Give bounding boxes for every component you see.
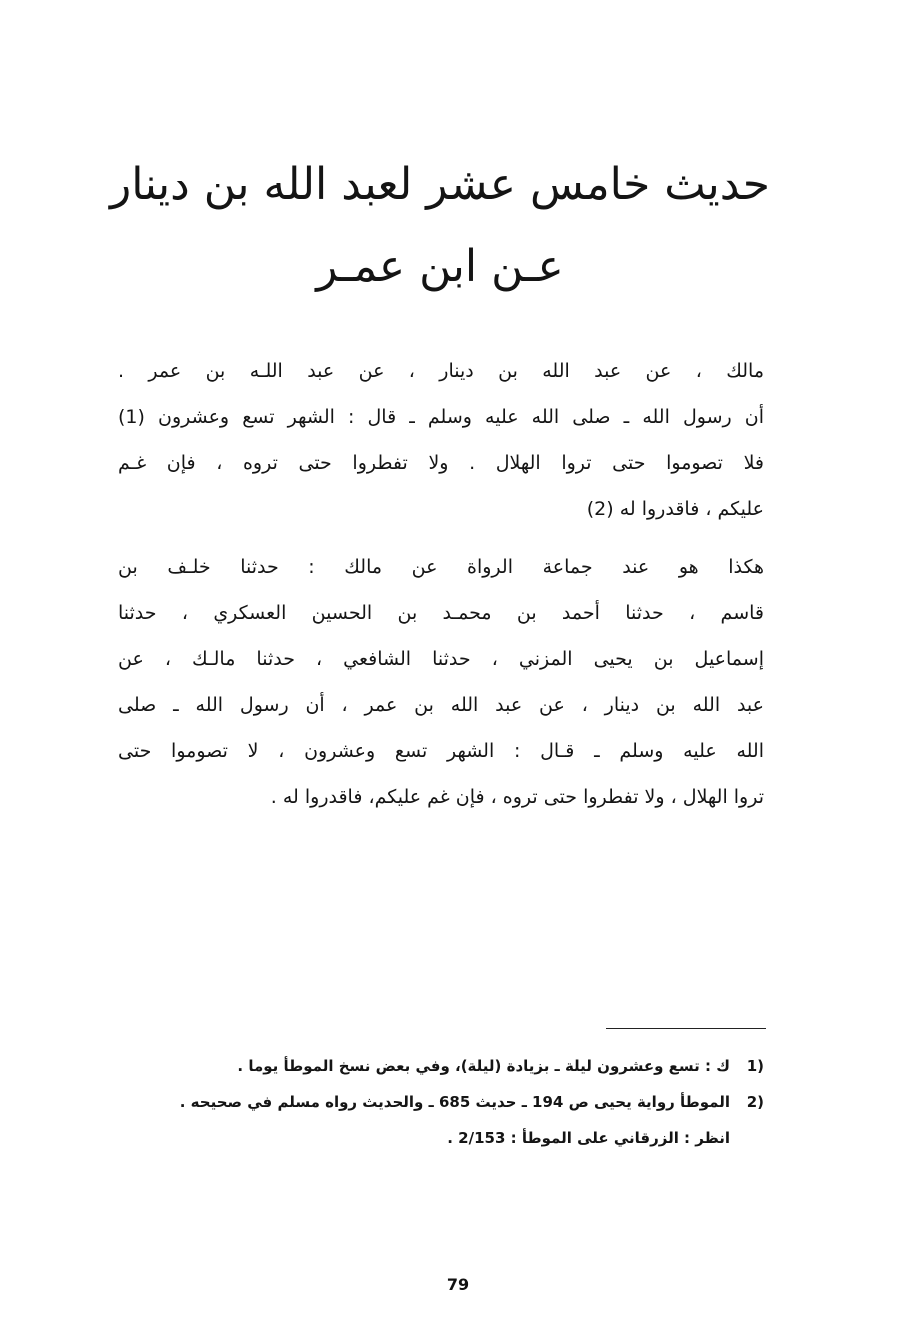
- text-line: إسماعيل بن يحيى المزني ، حدثنا الشافعي ، حدثنا مالـك ، عن: [118, 648, 764, 670]
- text-line: الله عليه وسلم ـ قـال : الشهر تسع وعشرون ، لا تصوموا حتى: [118, 740, 764, 762]
- footnotes: [120, 1048, 764, 1156]
- footnote-2: [120, 1084, 764, 1120]
- page-number: 79: [446, 1275, 470, 1294]
- chapter-title-line-1: حديث خامس عشر لعبد الله بن دينار: [109, 159, 771, 210]
- text-line: قاسم ، حدثنا أحمد بن محمـد بن الحسين العسكري ، حدثنا: [118, 602, 764, 624]
- text-line: تروا الهلال ، ولا تفطروا حتى تروه ، فإن غم عليكم، فاقدروا له .: [270, 786, 764, 808]
- text-line: فلا تصوموا حتى تروا الهلال . ولا تفطروا حتى تروه ، فإن غـم: [118, 452, 764, 474]
- text-line: أن رسول الله ـ صلى الله عليه وسلم ـ قال : الشهر تسع وعشرون (1): [118, 406, 764, 428]
- footnote-divider: [606, 1028, 766, 1029]
- text-line: عليكم ، فاقدروا له (2): [586, 498, 764, 520]
- text-line: عبد الله بن دينار ، عن عبد الله بن عمر ، أن رسول الله ـ صلى: [118, 694, 764, 716]
- text-line: هكذا هو عند جماعة الرواة عن مالك : حدثنا خلـف بن: [118, 556, 764, 578]
- footnote-1: [120, 1048, 764, 1084]
- chapter-title-line-2: عـن ابن عمـر: [316, 241, 564, 292]
- footnote-number: 2): [746, 1093, 764, 1111]
- footnote-2-continuation: [120, 1120, 730, 1156]
- isnad-paragraph: [118, 544, 764, 820]
- footnote-text: الموطأ رواية يحيى ص 194 ـ حديث 685 ـ والحديث رواه مسلم في صحيحه .: [179, 1093, 730, 1111]
- footnote-number: 1): [746, 1057, 764, 1075]
- footnote-text: ك : تسع وعشرون ليلة ـ بزيادة (ليلة)، وفي بعض نسخ الموطأ يوما .: [237, 1057, 730, 1075]
- text-line: مالك ، عن عبد الله بن دينار ، عن عبد اللـه بن عمر .: [118, 360, 764, 382]
- hadith-paragraph: [118, 348, 764, 532]
- footnote-text: انظر : الزرقاني على الموطأ : 2/153 .: [447, 1129, 730, 1147]
